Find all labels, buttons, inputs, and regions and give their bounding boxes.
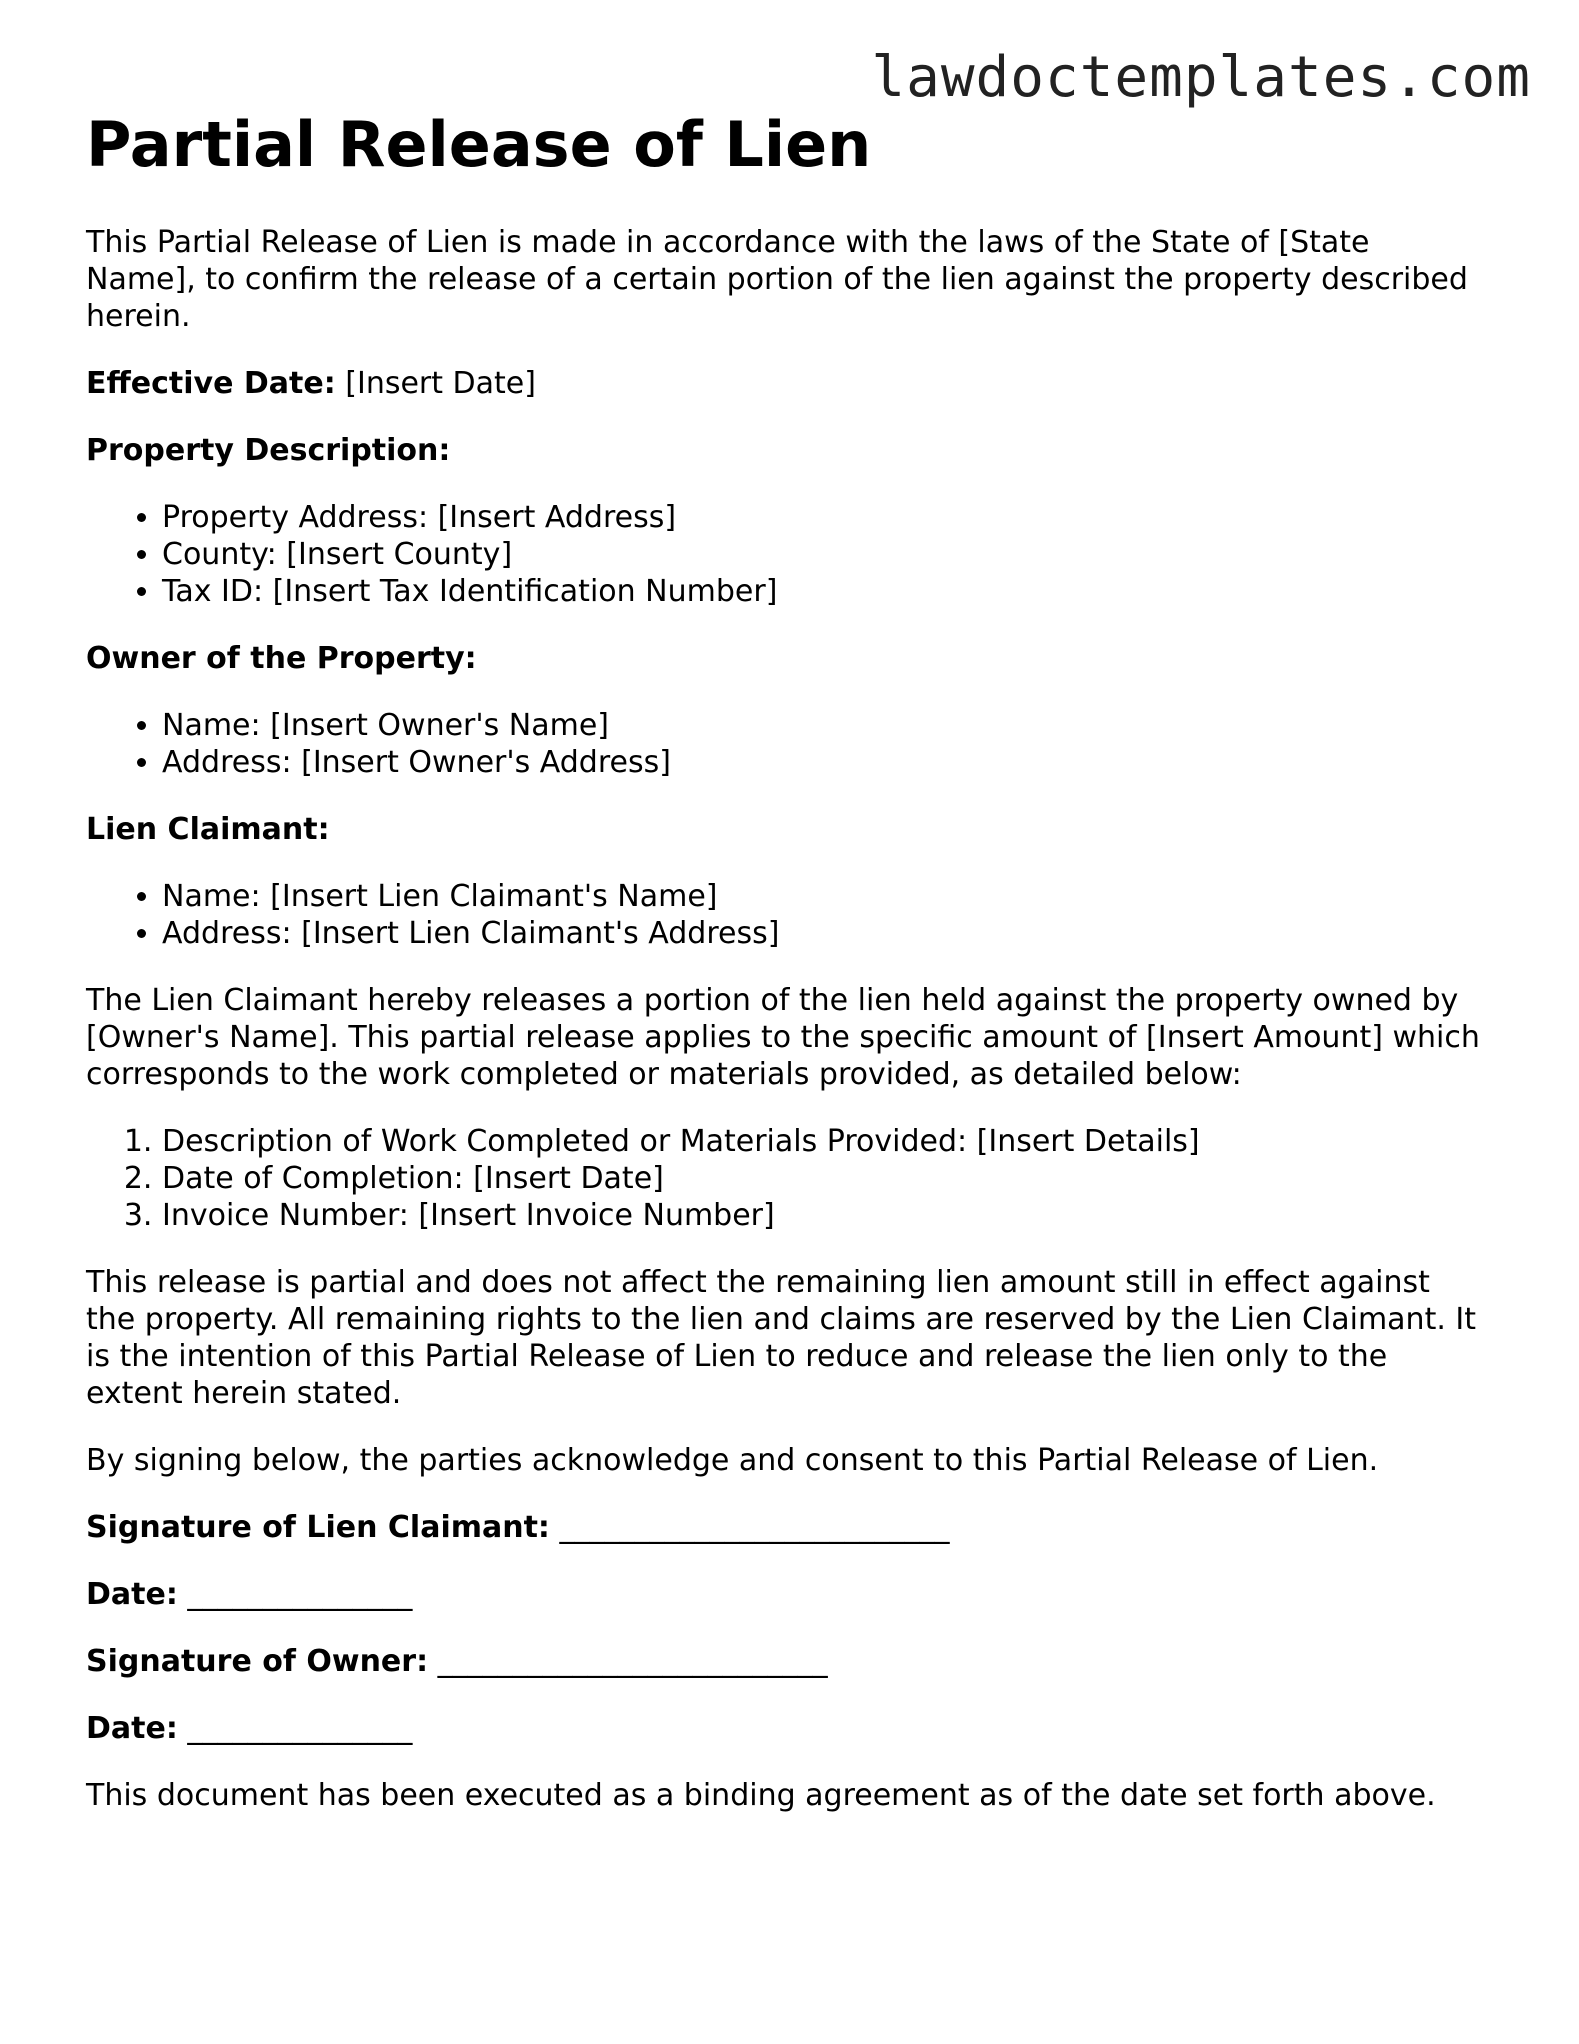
owner-signature-blank[interactable]: __________________________ — [428, 1644, 828, 1680]
list-item: • Tax ID: [Insert Tax Identification Number] — [162, 573, 1486, 610]
list-item: 1. Description of Work Completed or Materials Provided: [Insert Details] — [162, 1123, 1486, 1160]
list-item: • County: [Insert County] — [162, 536, 1486, 573]
consent-paragraph: By signing below, the parties acknowledge and consent to this Partial Release of Lien. — [86, 1443, 1379, 1479]
effective-date-label: Effective Date: — [86, 366, 336, 402]
partial-paragraph: This release is partial and does not affect the remaining lien amount still in effect against the property. All remaining rights to the lien and claims are reserved by the Lien Claimant. It is the intention of this Partial Release of Lien to reduce and release the lien only to the extent herein stated. — [86, 1265, 1477, 1412]
claimant-signature-blank[interactable]: __________________________ — [549, 1510, 950, 1546]
claimant-heading: Lien Claimant: — [86, 812, 330, 848]
details-list — [86, 1123, 1486, 1234]
claimant-signature-label: Signature of Lien Claimant: — [86, 1510, 550, 1546]
site-watermark: lawdoctemplates.com — [871, 45, 1531, 110]
list-item: • Address: [Insert Owner's Address] — [162, 744, 1486, 781]
effective-date-value: [Insert Date] — [335, 366, 536, 402]
list-item: • Property Address: [Insert Address] — [162, 499, 1486, 536]
intro-paragraph: This Partial Release of Lien is made in accordance with the laws of the State of [State Name], to confirm the release of a certain portion of the lien against the property described herein. — [86, 225, 1468, 335]
document-title: Partial Release of Lien — [86, 108, 872, 181]
claimant-date-blank[interactable]: _______________ — [177, 1577, 413, 1613]
list-item: • Name: [Insert Lien Claimant's Name] — [162, 878, 1486, 915]
effective-date — [86, 365, 1486, 402]
claimant-date-line — [86, 1576, 1486, 1613]
owner-list — [86, 707, 1486, 781]
claimant-list — [86, 878, 1486, 952]
owner-heading: Owner of the Property: — [86, 641, 477, 677]
list-item: 2. Date of Completion: [Insert Date] — [162, 1160, 1486, 1197]
release-paragraph: The Lien Claimant hereby releases a portion of the lien held against the property owned by [Owner's Name]. This partial release applies to the specific amount of [Insert Amount] which corresponds to the work completed or materials provided, as detailed below: — [86, 983, 1480, 1093]
claimant-signature-line — [86, 1509, 1486, 1546]
owner-date-blank[interactable]: _______________ — [177, 1711, 413, 1747]
list-item: • Address: [Insert Lien Claimant's Address] — [162, 915, 1486, 952]
document-body — [86, 108, 1486, 1844]
closing-paragraph: This document has been executed as a binding agreement as of the date set forth above. — [86, 1778, 1436, 1814]
owner-date-line — [86, 1710, 1486, 1747]
list-item: 3. Invoice Number: [Insert Invoice Number] — [162, 1197, 1486, 1234]
owner-date-label: Date: — [86, 1711, 178, 1747]
claimant-date-label: Date: — [86, 1577, 178, 1613]
owner-signature-label: Signature of Owner: — [86, 1644, 429, 1680]
owner-signature-line — [86, 1643, 1486, 1680]
property-heading: Property Description: — [86, 433, 451, 469]
property-list — [86, 499, 1486, 610]
list-item: • Name: [Insert Owner's Name] — [162, 707, 1486, 744]
